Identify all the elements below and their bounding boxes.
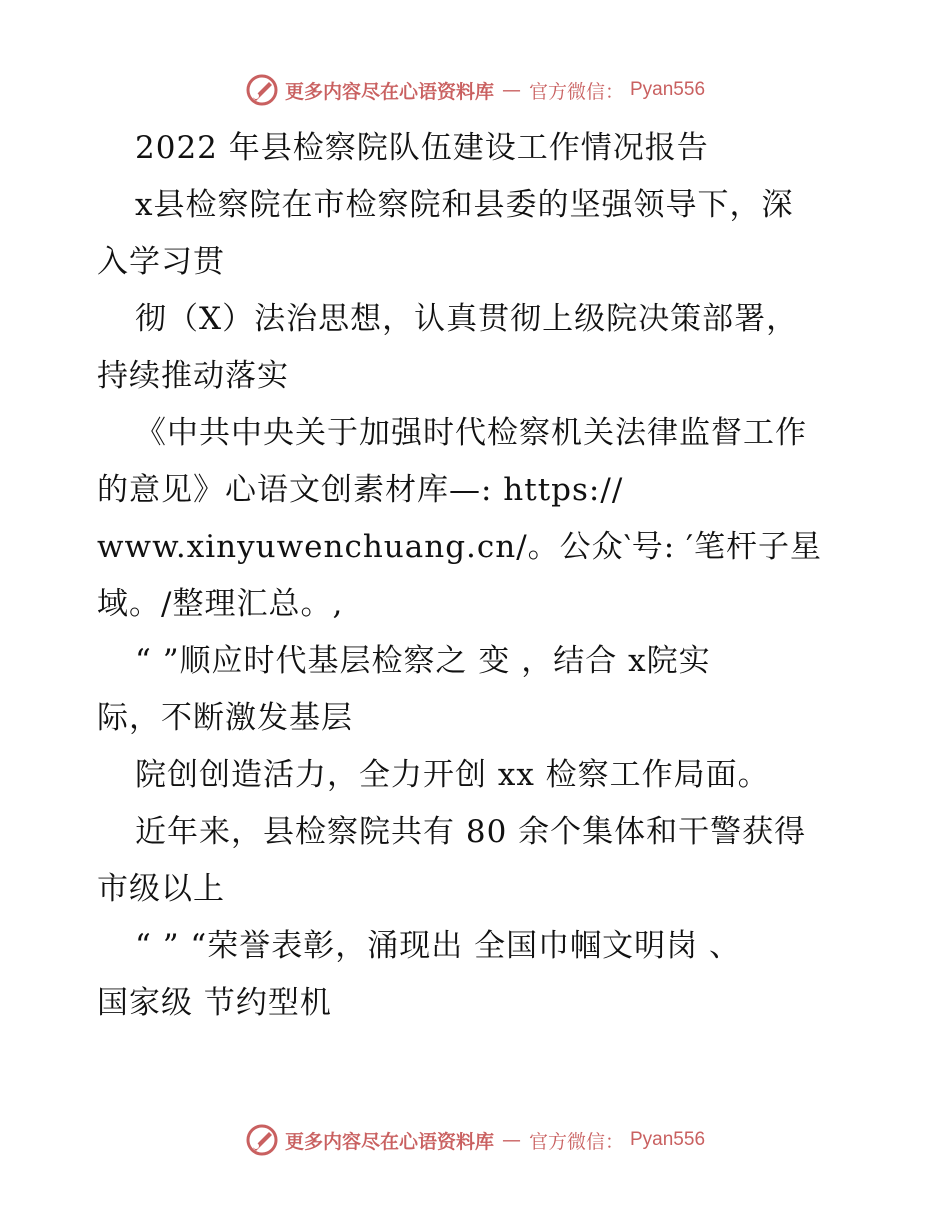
- footer-watermark: [0, 1120, 950, 1160]
- watermark-wechat-id: Pyan556: [630, 79, 706, 100]
- header-watermark: [0, 70, 950, 110]
- document-body: [97, 120, 857, 1032]
- watermark-separator: —: [501, 1129, 521, 1151]
- text-line: 域。/整理汇总。,: [97, 586, 344, 622]
- text-line: 入学习贯: [97, 244, 225, 280]
- watermark-wechat-label: 官方微信：: [528, 80, 624, 103]
- text-line: “ ” “荣誉表彰，涌现出 全国巾帼文明岗 、: [135, 928, 741, 964]
- watermark-separator: —: [501, 79, 521, 101]
- text-line: 际，不断激发基层: [97, 700, 353, 736]
- text-line: “ ”顺应时代基层检察之 变 ，结合 x院实: [135, 643, 711, 679]
- watermark-wechat-id: Pyan556: [630, 1129, 706, 1150]
- text-line: www.xinyuwenchuang.cn/。公众‵号: ′笔杆子星: [97, 529, 823, 565]
- watermark-slogan: 更多内容尽在心语资料库: [284, 1130, 494, 1153]
- text-line: 持续推动落实: [97, 358, 289, 394]
- text-line: 彻（X）法治思想，认真贯彻上级院决策部署，: [135, 301, 799, 337]
- watermark-wechat-label: 官方微信：: [528, 1130, 624, 1153]
- watermark-slogan: 更多内容尽在心语资料库: [284, 80, 494, 103]
- text-line: 市级以上: [97, 871, 225, 907]
- text-line: 的意见》心语文创素材库—: https://: [97, 472, 624, 508]
- document-title: 2022 年县检察院队伍建设工作情况报告: [135, 130, 709, 166]
- quill-pen-seal-icon: [245, 1123, 279, 1157]
- text-line: 《中共中央关于加强时代检察机关法律监督工作: [135, 415, 807, 451]
- quill-pen-seal-icon: [245, 73, 279, 107]
- text-line: x县检察院在市检察院和县委的坚强领导下，深: [135, 187, 794, 223]
- text-line: 院创创造活力，全力开创 xx 检察工作局面。: [135, 757, 770, 793]
- footer-watermark-content: [245, 1123, 705, 1157]
- text-line: 国家级 节约型机: [97, 985, 332, 1021]
- text-line: 近年来，县检察院共有 80 余个集体和干警获得: [135, 814, 807, 850]
- header-watermark-content: [245, 73, 705, 107]
